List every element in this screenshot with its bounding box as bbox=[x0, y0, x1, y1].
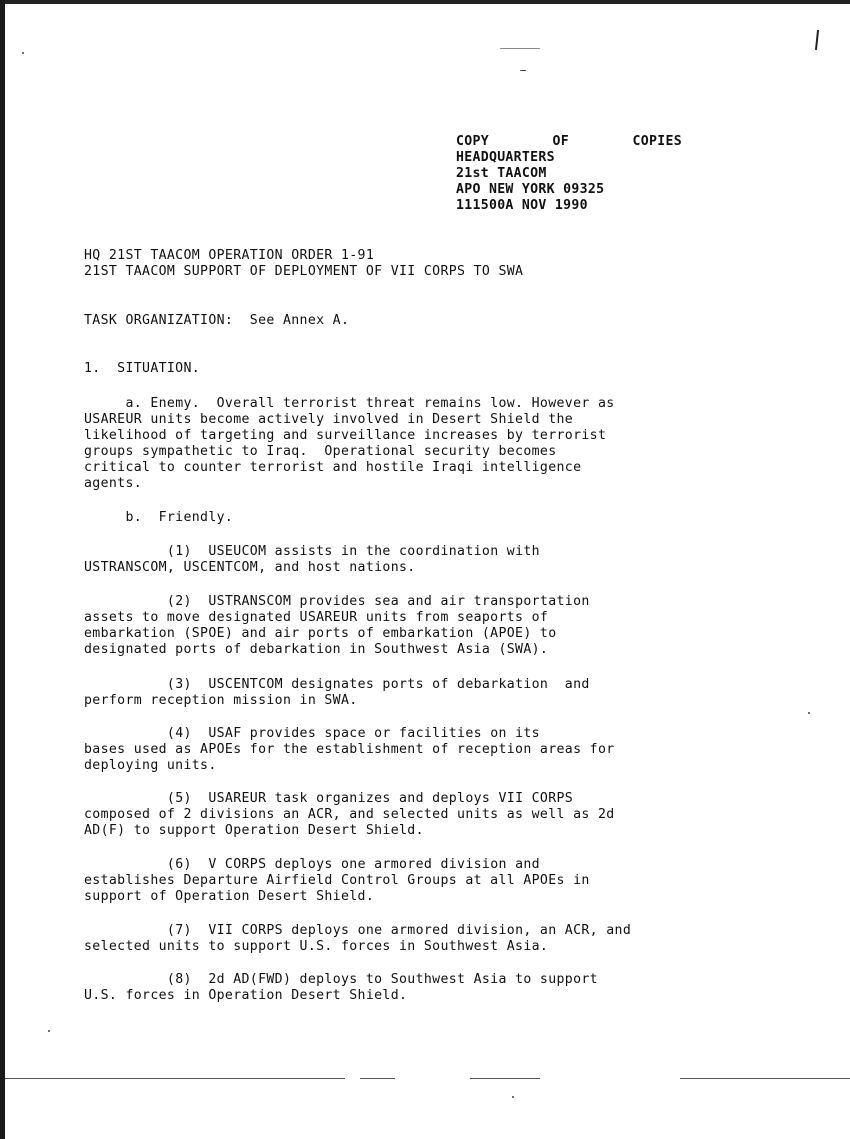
friendly-heading: b. Friendly. bbox=[84, 510, 234, 525]
scan-mark bbox=[815, 30, 819, 50]
scan-border-top bbox=[0, 0, 850, 4]
friendly-item-4: (4) USAF provides space or facilities on its bases used as APOEs for the establishment of reception areas for deploying units. bbox=[84, 726, 615, 773]
friendly-item-7: (7) VII CORPS deploys one armored division, an ACR, and selected units to support U.S. forces in Southwest Asia. bbox=[84, 923, 632, 954]
scan-speck bbox=[22, 52, 24, 54]
task-organization: TASK ORGANIZATION: See Annex A. bbox=[84, 313, 350, 328]
friendly-item-3: (3) USCENTCOM designates ports of debarkation and perform reception mission in SWA. bbox=[84, 677, 590, 708]
enemy-paragraph: a. Enemy. Overall terrorist threat remains low. However as USAREUR units become actively involved in Desert Shield the likelihood of targeting and surveillance increases by terrorist groups sympathetic to Iraq. Operational security becomes critical to counter terrorist and hostile Iraqi intelligence agents. bbox=[84, 396, 615, 491]
copy-line bbox=[456, 134, 682, 150]
of-label: OF bbox=[552, 134, 569, 149]
scan-speck bbox=[520, 70, 526, 71]
friendly-item-6: (6) V CORPS deploys one armored division and establishes Departure Airfield Control Groups at all APOEs in support of Operation Desert Shield. bbox=[84, 857, 590, 904]
order-subtitle: 21ST TAACOM SUPPORT OF DEPLOYMENT OF VII CORPS TO SWA bbox=[84, 264, 524, 279]
header-unit: 21st TAACOM bbox=[456, 166, 547, 181]
header-headquarters: HEADQUARTERS bbox=[456, 150, 555, 165]
copy-label: COPY bbox=[456, 134, 489, 149]
header-apo: APO NEW YORK 09325 bbox=[456, 182, 605, 197]
scan-speck bbox=[808, 712, 810, 714]
header-dtg: 111500A NOV 1990 bbox=[456, 198, 588, 213]
document-header bbox=[456, 134, 682, 214]
scan-speck bbox=[512, 1096, 514, 1098]
scan-line bbox=[680, 1078, 850, 1079]
friendly-item-1: (1) USEUCOM assists in the coordination with USTRANSCOM, USCENTCOM, and host nations. bbox=[84, 544, 540, 575]
scan-line bbox=[470, 1078, 540, 1079]
friendly-item-5: (5) USAREUR task organizes and deploys VII CORPS composed of 2 divisions an ACR, and selected units as well as 2d AD(F) to support Operation Desert Shield. bbox=[84, 791, 615, 838]
scan-line bbox=[5, 1078, 345, 1079]
section-situation-heading: 1. SITUATION. bbox=[84, 361, 201, 376]
scan-speck bbox=[500, 48, 540, 49]
scan-line bbox=[360, 1078, 395, 1079]
scan-speck bbox=[48, 1030, 50, 1032]
copies-label: COPIES bbox=[632, 134, 682, 149]
order-title: HQ 21ST TAACOM OPERATION ORDER 1-91 bbox=[84, 248, 375, 263]
friendly-item-2: (2) USTRANSCOM provides sea and air transportation assets to move designated USAREUR units from seaports of embarkation (SPOE) and air ports of embarkation (APOE) to designated ports of debarkation in Southwest Asia (SWA). bbox=[84, 594, 590, 657]
scan-border-left bbox=[0, 0, 5, 1139]
friendly-item-8: (8) 2d AD(FWD) deploys to Southwest Asia to support U.S. forces in Operation Desert Shield. bbox=[84, 972, 598, 1003]
